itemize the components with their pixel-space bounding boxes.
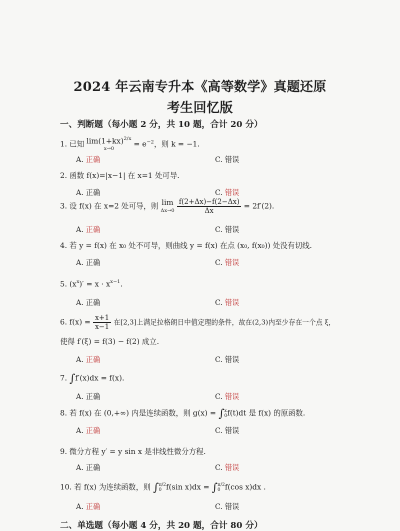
q7-pre: 7. — [60, 373, 68, 383]
q5-option-c[interactable] — [215, 298, 239, 308]
option-a-label: A. — [76, 355, 84, 364]
question-2: 2. 函数 f(x)=|x−1| 在 x=1 处可导. — [60, 171, 180, 180]
q8-expr: f(t)dt 是 f(x) 的原函数. — [227, 408, 306, 418]
option-a-text: 正确 — [85, 355, 101, 364]
question-3 — [60, 198, 274, 215]
option-c-text: 错误 — [224, 502, 240, 511]
q8-lower: 0 — [224, 413, 228, 419]
option-c-text: 错误 — [224, 155, 240, 164]
q7-option-a[interactable] — [76, 392, 100, 402]
q6-option-a[interactable] — [76, 355, 100, 365]
q1-pre: 1. 已知 — [60, 139, 85, 149]
option-c-text: 错误 — [224, 426, 240, 435]
option-c-label: C. — [215, 188, 223, 197]
q5-exp2: x−1 — [110, 279, 121, 285]
option-a-text: 正确 — [85, 392, 101, 401]
q6-den: x−1 — [94, 323, 110, 331]
q1-exp: 2/x — [123, 136, 132, 142]
option-a-label: A. — [76, 502, 84, 511]
q5-tail: . — [120, 279, 123, 289]
q8-upper: x — [224, 408, 227, 414]
option-c-label: C. — [215, 392, 223, 401]
option-c-label: C. — [215, 502, 223, 511]
q3-fraction — [177, 198, 242, 215]
q8-option-a[interactable] — [76, 426, 100, 436]
q10-upper-2: π/2 — [217, 482, 225, 488]
q7-expr: f′(x)dx = f(x). — [75, 373, 125, 383]
q10-lower-1: 0 — [158, 487, 162, 493]
option-a-text: 正确 — [85, 225, 101, 234]
q1-option-a[interactable] — [76, 155, 100, 165]
q10-option-a[interactable] — [76, 502, 100, 512]
q3-lim-sub: Δx→0 — [160, 207, 175, 214]
question-9: 9. 微分方程 y′ = y sin x 是非线性微分方程. — [60, 447, 206, 456]
option-c-label: C. — [215, 225, 223, 234]
option-c-text: 错误 — [224, 225, 240, 234]
q2-option-a[interactable] — [76, 188, 100, 198]
option-a-label: A. — [76, 463, 84, 472]
q5-text: 5. (x — [60, 279, 77, 289]
option-c-label: C. — [215, 463, 223, 472]
question-8 — [60, 407, 305, 420]
option-a-label: A. — [76, 298, 84, 307]
integral-sign: ∫ — [211, 481, 218, 494]
q10-limits-1 — [159, 483, 166, 493]
q1-option-c[interactable] — [215, 155, 239, 165]
q10-limits-2 — [218, 483, 225, 493]
question-5 — [60, 279, 123, 288]
q1-lim — [87, 136, 132, 153]
q3-pre: 3. 设 f(x) 在 x=2 处可导，则 — [60, 201, 159, 211]
integral-sign: ∫ — [218, 407, 225, 420]
option-a-label: A. — [76, 188, 84, 197]
q3-option-a[interactable] — [76, 225, 100, 235]
integral-sign: ∫ — [152, 481, 159, 494]
doc-title: 2024 年云南专升本《高等数学》真题还原 — [73, 80, 327, 95]
question-4: 4. 若 y = f(x) 在 x₀ 处不可导，则曲线 y = f(x) 在点 (x₀, f(x₀)) 处没有切线. — [60, 241, 313, 250]
q4-option-c[interactable] — [215, 258, 239, 268]
option-c-text: 错误 — [224, 392, 240, 401]
option-c-label: C. — [215, 355, 223, 364]
q8-text: 8. 若 f(x) 在 (0,+∞) 内是连续函数，则 g(x) = — [60, 408, 217, 418]
section-judgement: 一、判断题（每小题 2 分，共 10 题，合计 20 分） — [60, 120, 263, 130]
option-c-text: 错误 — [224, 258, 240, 267]
q1-sub: x→0 — [103, 146, 115, 153]
option-a-text: 正确 — [85, 298, 101, 307]
q5-mid: )′ = x · x — [79, 279, 111, 289]
q4-option-a[interactable] — [76, 258, 100, 268]
q1-expr: lim(1+kx) — [86, 136, 124, 146]
q3-num: f(2+Δx)−f(2−Δx) — [178, 198, 240, 206]
q8-option-c[interactable] — [215, 426, 239, 436]
option-a-text: 正确 — [85, 463, 101, 472]
q10-text: 10. 若 f(x) 为连续函数，则 — [60, 482, 151, 492]
option-c-label: C. — [215, 426, 223, 435]
option-a-label: A. — [76, 392, 84, 401]
q7-option-c[interactable] — [215, 392, 239, 402]
q3-option-c[interactable] — [215, 225, 239, 235]
q2-option-c[interactable] — [215, 188, 239, 198]
option-c-label: C. — [215, 258, 223, 267]
q3-lim-word: lim — [161, 197, 174, 207]
q1-post: = e — [133, 139, 147, 149]
integral-sign: ∫ — [69, 372, 76, 385]
q5-option-a[interactable] — [76, 298, 100, 308]
q6-post: 在[2,3]上满足拉格朗日中值定理的条件，故在(2,3)内至少存在一个点 ξ， — [113, 318, 336, 327]
option-a-text: 正确 — [85, 426, 101, 435]
question-6-line2: 使得 f′(ξ) = f(3) − f(2) 成立. — [60, 337, 160, 346]
question-10 — [60, 481, 266, 494]
section-single-choice: 二、单选题（每小题 4 分，共 20 题，合计 80 分） — [60, 521, 263, 531]
option-a-text: 正确 — [85, 502, 101, 511]
question-1 — [60, 136, 200, 153]
option-a-label: A. — [76, 225, 84, 234]
q10-upper-1: π/2 — [158, 482, 167, 488]
q3-den: Δx — [204, 207, 214, 215]
q1-tail: ，则 k = −1. — [153, 139, 200, 149]
q6-option-c[interactable] — [215, 355, 239, 365]
q3-lim — [161, 199, 175, 215]
q9-option-c[interactable] — [215, 463, 239, 473]
option-c-text: 错误 — [224, 298, 240, 307]
question-7 — [60, 372, 124, 385]
option-a-label: A. — [76, 258, 84, 267]
q10-expr-1: f(sin x)dx = — [166, 482, 210, 492]
q1-post-exp: −2 — [146, 139, 154, 146]
option-a-text: 正确 — [85, 188, 101, 197]
q5-exp: x — [76, 279, 80, 285]
q10-expr-2: f(cos x)dx . — [224, 482, 266, 492]
q9-option-a[interactable] — [76, 463, 100, 473]
question-6 — [60, 314, 335, 331]
option-c-text: 错误 — [224, 188, 240, 197]
option-c-text: 错误 — [224, 355, 240, 364]
option-a-text: 正确 — [85, 155, 101, 164]
q3-post: = 2f′(2). — [243, 201, 275, 211]
option-c-text: 错误 — [224, 463, 240, 472]
option-c-label: C. — [215, 298, 223, 307]
q6-fraction — [93, 314, 111, 331]
q10-option-c[interactable] — [215, 502, 239, 512]
option-c-label: C. — [215, 155, 223, 164]
option-a-text: 正确 — [85, 258, 101, 267]
option-a-label: A. — [76, 155, 84, 164]
q6-pre: 6. f(x) = — [60, 317, 91, 327]
doc-subtitle: 考生回忆版 — [166, 101, 233, 116]
q6-num: x+1 — [94, 314, 110, 322]
option-a-label: A. — [76, 426, 84, 435]
q10-lower-2: 0 — [217, 487, 221, 493]
